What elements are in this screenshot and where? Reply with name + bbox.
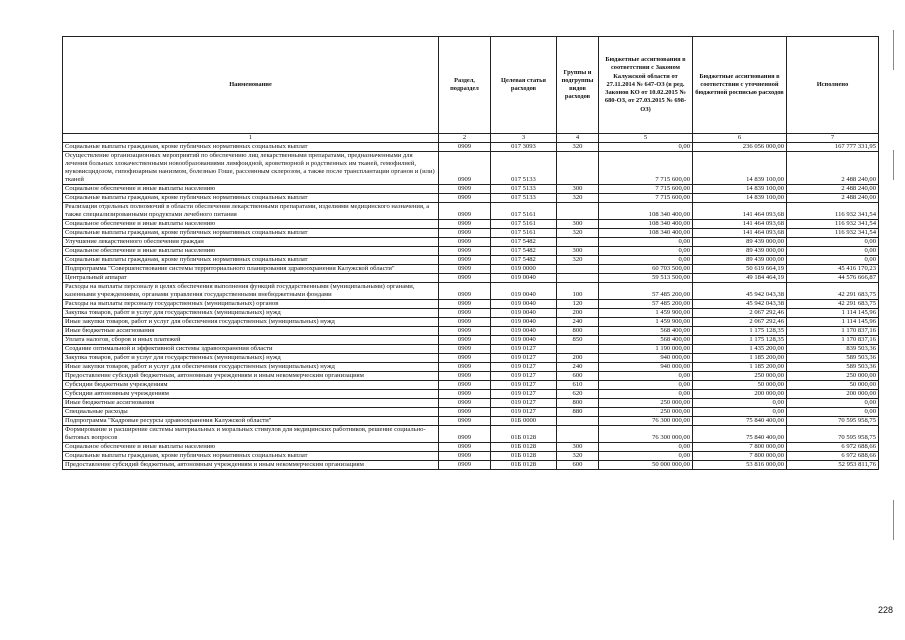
row-section: 0909 (439, 327, 491, 336)
row-group (557, 203, 599, 220)
row-list-amount: 200 000,00 (693, 390, 787, 399)
row-name: Иные бюджетные ассигнования (63, 399, 439, 408)
row-exec-amount: 2 488 240,00 (787, 185, 879, 194)
row-article: 01Б 0128 (491, 443, 557, 452)
row-name: Иные бюджетные ассигнования (63, 327, 439, 336)
row-section: 0909 (439, 354, 491, 363)
row-name: Социальные выплаты гражданам, кроме публичных нормативных социальных выплат (63, 143, 439, 152)
row-group: 320 (557, 194, 599, 203)
row-group: 800 (557, 327, 599, 336)
row-section: 0909 (439, 318, 491, 327)
row-name: Закупка товаров, работ и услуг для государственных (муниципальных) нужд (63, 354, 439, 363)
row-section: 0909 (439, 185, 491, 194)
row-law-amount: 568 400,00 (599, 336, 693, 345)
row-law-amount: 76 300 000,00 (599, 417, 693, 426)
table-row (63, 408, 879, 417)
row-article: 017 5482 (491, 256, 557, 265)
row-exec-amount: 0,00 (787, 247, 879, 256)
row-group: 800 (557, 399, 599, 408)
row-list-amount: 50 000,00 (693, 381, 787, 390)
row-article: 019 0040 (491, 274, 557, 283)
table-row (63, 345, 879, 354)
row-name: Социальные выплаты гражданам, кроме публичных нормативных социальных выплат (63, 256, 439, 265)
table-row (63, 318, 879, 327)
table-row (63, 336, 879, 345)
row-article: 019 0127 (491, 345, 557, 354)
row-section: 0909 (439, 417, 491, 426)
table-row (63, 452, 879, 461)
row-article: 017 5161 (491, 229, 557, 238)
row-list-amount: 1 185 200,00 (693, 354, 787, 363)
row-exec-amount: 42 291 683,75 (787, 283, 879, 300)
row-law-amount: 7 715 600,00 (599, 152, 693, 185)
row-law-amount: 568 400,00 (599, 327, 693, 336)
row-law-amount: 1 190 000,00 (599, 345, 693, 354)
row-section: 0909 (439, 247, 491, 256)
row-name: Подпрограмма "Совершенствование системы территориального планирования здравоохранения Калужской области" (63, 265, 439, 274)
row-exec-amount: 2 488 240,00 (787, 194, 879, 203)
table-row (63, 274, 879, 283)
row-article: 019 0127 (491, 390, 557, 399)
column-index: 7 (787, 134, 879, 143)
row-name: Предоставление субсидий бюджетным, автономным учреждениям и иным некоммерческим организациям (63, 372, 439, 381)
row-exec-amount: 70 595 958,75 (787, 426, 879, 443)
table-row (63, 399, 879, 408)
row-law-amount: 57 485 200,00 (599, 300, 693, 309)
row-list-amount: 53 816 000,00 (693, 461, 787, 470)
row-group: 320 (557, 256, 599, 265)
row-law-amount: 1 459 900,00 (599, 318, 693, 327)
row-section: 0909 (439, 381, 491, 390)
row-list-amount: 141 464 093,68 (693, 229, 787, 238)
row-name: Расходы на выплаты персоналу государственных (муниципальных) органов (63, 300, 439, 309)
row-article: 019 0040 (491, 309, 557, 318)
scan-edge-line (893, 30, 894, 70)
table-row (63, 194, 879, 203)
row-section: 0909 (439, 363, 491, 372)
row-section: 0909 (439, 452, 491, 461)
row-group: 100 (557, 283, 599, 300)
table-row (63, 220, 879, 229)
row-group (557, 274, 599, 283)
row-section: 0909 (439, 345, 491, 354)
row-list-amount: 89 439 000,00 (693, 238, 787, 247)
row-group: 240 (557, 318, 599, 327)
column-index: 4 (557, 134, 599, 143)
scan-edge-line (893, 150, 894, 180)
row-group: 600 (557, 372, 599, 381)
row-section: 0909 (439, 426, 491, 443)
table-row (63, 265, 879, 274)
table-row (63, 203, 879, 220)
row-list-amount: 141 464 093,68 (693, 220, 787, 229)
row-name: Расходы на выплаты персоналу в целях обеспечения выполнения функций государственными (муниципальными) органами, казенными учреждениями, органами управления государственными внебюджетными фондами (63, 283, 439, 300)
row-exec-amount: 200 000,00 (787, 390, 879, 399)
row-article: 017 5161 (491, 203, 557, 220)
row-group: 850 (557, 336, 599, 345)
row-list-amount: 75 840 400,00 (693, 417, 787, 426)
row-list-amount: 50 619 664,19 (693, 265, 787, 274)
row-law-amount: 50 000 000,00 (599, 461, 693, 470)
table-row (63, 300, 879, 309)
row-list-amount: 49 184 464,19 (693, 274, 787, 283)
table-row (63, 229, 879, 238)
row-law-amount: 0,00 (599, 143, 693, 152)
row-name: Социальное обеспечение и иные выплаты населению (63, 247, 439, 256)
row-group: 200 (557, 309, 599, 318)
row-section: 0909 (439, 194, 491, 203)
row-list-amount: 1 175 128,35 (693, 336, 787, 345)
row-law-amount: 0,00 (599, 381, 693, 390)
row-law-amount: 250 000,00 (599, 408, 693, 417)
row-section: 0909 (439, 238, 491, 247)
row-article: 019 0040 (491, 318, 557, 327)
row-article: 017 5133 (491, 152, 557, 185)
row-exec-amount: 0,00 (787, 256, 879, 265)
row-section: 0909 (439, 461, 491, 470)
row-exec-amount: 1 170 837,16 (787, 336, 879, 345)
row-list-amount: 2 067 292,46 (693, 318, 787, 327)
row-group: 600 (557, 461, 599, 470)
row-section: 0909 (439, 283, 491, 300)
row-list-amount: 7 800 000,00 (693, 443, 787, 452)
row-name: Уплата налогов, сборов и иных платежей (63, 336, 439, 345)
row-exec-amount: 1 170 837,16 (787, 327, 879, 336)
row-section: 0909 (439, 256, 491, 265)
table-row (63, 363, 879, 372)
row-name: Иные закупки товаров, работ и услуг для обеспечения государственных (муниципальных) нужд (63, 363, 439, 372)
row-article: 017 5482 (491, 238, 557, 247)
row-name: Предоставление субсидий бюджетным, автономным учреждениям и иным некоммерческим организациям (63, 461, 439, 470)
row-exec-amount: 1 114 145,96 (787, 309, 879, 318)
row-name: Иные закупки товаров, работ и услуг для обеспечения государственных (муниципальных) нужд (63, 318, 439, 327)
row-section: 0909 (439, 220, 491, 229)
row-list-amount: 1 435 200,00 (693, 345, 787, 354)
header-section: Раздел, подраздел (439, 37, 491, 134)
row-exec-amount: 52 953 811,76 (787, 461, 879, 470)
row-name: Создание оптимальной и эффективной системы здравоохранения области (63, 345, 439, 354)
row-law-amount: 0,00 (599, 452, 693, 461)
row-name: Осуществление организационных мероприятий по обеспечению лиц лекарственными препаратами, предназначенными для лечения больных злокачественными новообразованиями лимфоидной, кроветворной и родственных им тканей, гемофилией, муковисцидозом, гипофизарным нанизмом, болезнью Гоше, рассеянным склерозом, а также после трансплантации органов и (или) тканей (63, 152, 439, 185)
row-law-amount: 0,00 (599, 372, 693, 381)
row-article: 019 0127 (491, 381, 557, 390)
table-row (63, 238, 879, 247)
row-article: 017 5482 (491, 247, 557, 256)
row-list-amount: 1 175 128,35 (693, 327, 787, 336)
row-article: 01Б 0000 (491, 417, 557, 426)
row-exec-amount: 70 595 958,75 (787, 417, 879, 426)
table-row (63, 283, 879, 300)
row-exec-amount: 0,00 (787, 238, 879, 247)
row-exec-amount: 0,00 (787, 408, 879, 417)
row-section: 0909 (439, 309, 491, 318)
scan-edge-line (893, 500, 894, 540)
row-article: 019 0040 (491, 283, 557, 300)
table-row (63, 247, 879, 256)
row-article: 019 0040 (491, 336, 557, 345)
row-list-amount: 14 839 100,00 (693, 152, 787, 185)
column-index: 5 (599, 134, 693, 143)
row-article: 019 0127 (491, 372, 557, 381)
row-group (557, 417, 599, 426)
row-list-amount: 141 464 093,68 (693, 203, 787, 220)
row-exec-amount: 839 503,36 (787, 345, 879, 354)
header-article: Целевая статья расходов (491, 37, 557, 134)
row-group (557, 345, 599, 354)
row-exec-amount: 6 972 688,66 (787, 443, 879, 452)
row-exec-amount: 44 576 666,87 (787, 274, 879, 283)
row-name: Специальные расходы (63, 408, 439, 417)
row-list-amount: 7 800 000,00 (693, 452, 787, 461)
row-group (557, 265, 599, 274)
table-row (63, 381, 879, 390)
row-exec-amount: 589 503,36 (787, 354, 879, 363)
row-section: 0909 (439, 336, 491, 345)
row-section: 0909 (439, 152, 491, 185)
column-index: 6 (693, 134, 787, 143)
row-section: 0909 (439, 372, 491, 381)
row-list-amount: 0,00 (693, 408, 787, 417)
row-group: 300 (557, 220, 599, 229)
row-section: 0909 (439, 203, 491, 220)
table-row (63, 461, 879, 470)
row-article: 019 0127 (491, 408, 557, 417)
row-article: 01Б 0128 (491, 452, 557, 461)
row-exec-amount: 116 932 341,54 (787, 229, 879, 238)
row-group: 620 (557, 390, 599, 399)
row-law-amount: 0,00 (599, 390, 693, 399)
budget-table (62, 36, 879, 470)
row-section: 0909 (439, 274, 491, 283)
row-law-amount: 940 000,00 (599, 354, 693, 363)
row-group: 300 (557, 443, 599, 452)
row-exec-amount: 250 000,00 (787, 372, 879, 381)
header-list: Бюджетные ассигнования в соответствии с уточненной бюджетной росписью расходов (693, 37, 787, 134)
row-article: 019 0000 (491, 265, 557, 274)
header-law: Бюджетные ассигнования в соответствии с Законом Калужской области от 27.11.2014 № 647-ОЗ (в ред. Законов КО от 10.02.2015 № 680-ОЗ, от 27.03.2015 № 698-ОЗ) (599, 37, 693, 134)
row-group: 120 (557, 300, 599, 309)
row-section: 0909 (439, 399, 491, 408)
row-law-amount: 57 485 200,00 (599, 283, 693, 300)
row-article: 019 0127 (491, 354, 557, 363)
row-law-amount: 0,00 (599, 247, 693, 256)
row-name: Центральный аппарат (63, 274, 439, 283)
row-section: 0909 (439, 408, 491, 417)
row-list-amount: 89 439 000,00 (693, 256, 787, 265)
table-row (63, 390, 879, 399)
row-name: Субсидии автономным учреждениям (63, 390, 439, 399)
row-list-amount: 45 942 043,38 (693, 300, 787, 309)
row-law-amount: 108 340 400,00 (599, 229, 693, 238)
row-group: 200 (557, 354, 599, 363)
row-exec-amount: 50 000,00 (787, 381, 879, 390)
table-row (63, 143, 879, 152)
budget-report-sheet (62, 36, 878, 470)
row-law-amount: 0,00 (599, 256, 693, 265)
table-row (63, 327, 879, 336)
row-law-amount: 7 715 600,00 (599, 185, 693, 194)
row-group: 300 (557, 185, 599, 194)
row-law-amount: 108 340 400,00 (599, 203, 693, 220)
table-row (63, 152, 879, 185)
row-list-amount: 14 839 100,00 (693, 194, 787, 203)
row-list-amount: 2 067 292,46 (693, 309, 787, 318)
row-exec-amount: 1 114 145,96 (787, 318, 879, 327)
row-law-amount: 76 300 000,00 (599, 426, 693, 443)
row-law-amount: 7 715 600,00 (599, 194, 693, 203)
row-exec-amount: 0,00 (787, 399, 879, 408)
table-row (63, 185, 879, 194)
row-list-amount: 236 056 000,00 (693, 143, 787, 152)
row-section: 0909 (439, 143, 491, 152)
row-list-amount: 250 000,00 (693, 372, 787, 381)
row-article: 01Б 0128 (491, 461, 557, 470)
table-row (63, 256, 879, 265)
row-list-amount: 0,00 (693, 399, 787, 408)
row-group: 610 (557, 381, 599, 390)
header-group: Группы и подгруппы видов расходов (557, 37, 599, 134)
row-list-amount: 14 839 100,00 (693, 185, 787, 194)
row-name: Субсидии бюджетным учреждениям (63, 381, 439, 390)
row-article: 017 3093 (491, 143, 557, 152)
row-law-amount: 108 340 400,00 (599, 220, 693, 229)
row-article: 019 0127 (491, 399, 557, 408)
row-law-amount: 0,00 (599, 443, 693, 452)
row-article: 019 0040 (491, 327, 557, 336)
row-exec-amount: 42 291 683,75 (787, 300, 879, 309)
table-row (63, 426, 879, 443)
row-group: 320 (557, 452, 599, 461)
header-name: Наименование (63, 37, 439, 134)
row-section: 0909 (439, 265, 491, 274)
row-law-amount: 59 513 500,00 (599, 274, 693, 283)
row-exec-amount: 2 488 240,00 (787, 152, 879, 185)
table-body (63, 143, 879, 470)
row-section: 0909 (439, 300, 491, 309)
row-name: Закупка товаров, работ и услуг для государственных (муниципальных) нужд (63, 309, 439, 318)
table-row (63, 417, 879, 426)
row-name: Подпрограмма "Кадровые ресурсы здравоохранения Калужской области" (63, 417, 439, 426)
row-list-amount: 75 840 400,00 (693, 426, 787, 443)
row-group: 320 (557, 229, 599, 238)
row-group: 880 (557, 408, 599, 417)
row-name: Реализация отдельных полномочий в области обеспечения лекарственными препаратами, изделиями медицинского назначения, а также специализированными продуктами лечебного питания (63, 203, 439, 220)
column-index: 1 (63, 134, 439, 143)
row-name: Улучшение лекарственного обеспечения граждан (63, 238, 439, 247)
row-law-amount: 0,00 (599, 238, 693, 247)
column-index: 3 (491, 134, 557, 143)
row-article: 019 0127 (491, 363, 557, 372)
header-row (63, 37, 879, 134)
row-section: 0909 (439, 390, 491, 399)
row-name: Социальные выплаты гражданам, кроме публичных нормативных социальных выплат (63, 229, 439, 238)
row-exec-amount: 167 777 331,95 (787, 143, 879, 152)
row-section: 0909 (439, 229, 491, 238)
row-law-amount: 1 459 900,00 (599, 309, 693, 318)
page-number: 228 (878, 605, 894, 615)
header-exec: Исполнено (787, 37, 879, 134)
column-index-row (63, 134, 879, 143)
row-group: 320 (557, 143, 599, 152)
row-group (557, 152, 599, 185)
row-article: 017 5133 (491, 194, 557, 203)
row-name: Социальные выплаты гражданам, кроме публичных нормативных социальных выплат (63, 194, 439, 203)
row-name: Социальное обеспечение и иные выплаты населению (63, 443, 439, 452)
row-name: Социальное обеспечение и иные выплаты населению (63, 185, 439, 194)
table-row (63, 372, 879, 381)
row-group (557, 238, 599, 247)
row-group: 240 (557, 363, 599, 372)
row-exec-amount: 6 972 688,66 (787, 452, 879, 461)
row-exec-amount: 116 932 341,54 (787, 203, 879, 220)
table-row (63, 354, 879, 363)
row-article: 017 5133 (491, 185, 557, 194)
row-article: 01Б 0128 (491, 426, 557, 443)
row-article: 017 5161 (491, 220, 557, 229)
row-list-amount: 45 942 043,38 (693, 283, 787, 300)
table-row (63, 443, 879, 452)
table-row (63, 309, 879, 318)
column-index: 2 (439, 134, 491, 143)
row-list-amount: 1 185 200,00 (693, 363, 787, 372)
row-name: Социальные выплаты гражданам, кроме публичных нормативных социальных выплат (63, 452, 439, 461)
row-group (557, 426, 599, 443)
row-name: Формирование и расширение системы материальных и моральных стимулов для медицинских работников, решение социально-бытовых вопросов (63, 426, 439, 443)
row-name: Социальное обеспечение и иные выплаты населению (63, 220, 439, 229)
row-list-amount: 89 439 000,00 (693, 247, 787, 256)
row-exec-amount: 116 932 341,54 (787, 220, 879, 229)
row-article: 019 0040 (491, 300, 557, 309)
row-group: 300 (557, 247, 599, 256)
row-exec-amount: 589 503,36 (787, 363, 879, 372)
row-section: 0909 (439, 443, 491, 452)
row-law-amount: 940 000,00 (599, 363, 693, 372)
row-law-amount: 250 000,00 (599, 399, 693, 408)
row-law-amount: 60 703 500,00 (599, 265, 693, 274)
row-exec-amount: 45 416 170,23 (787, 265, 879, 274)
